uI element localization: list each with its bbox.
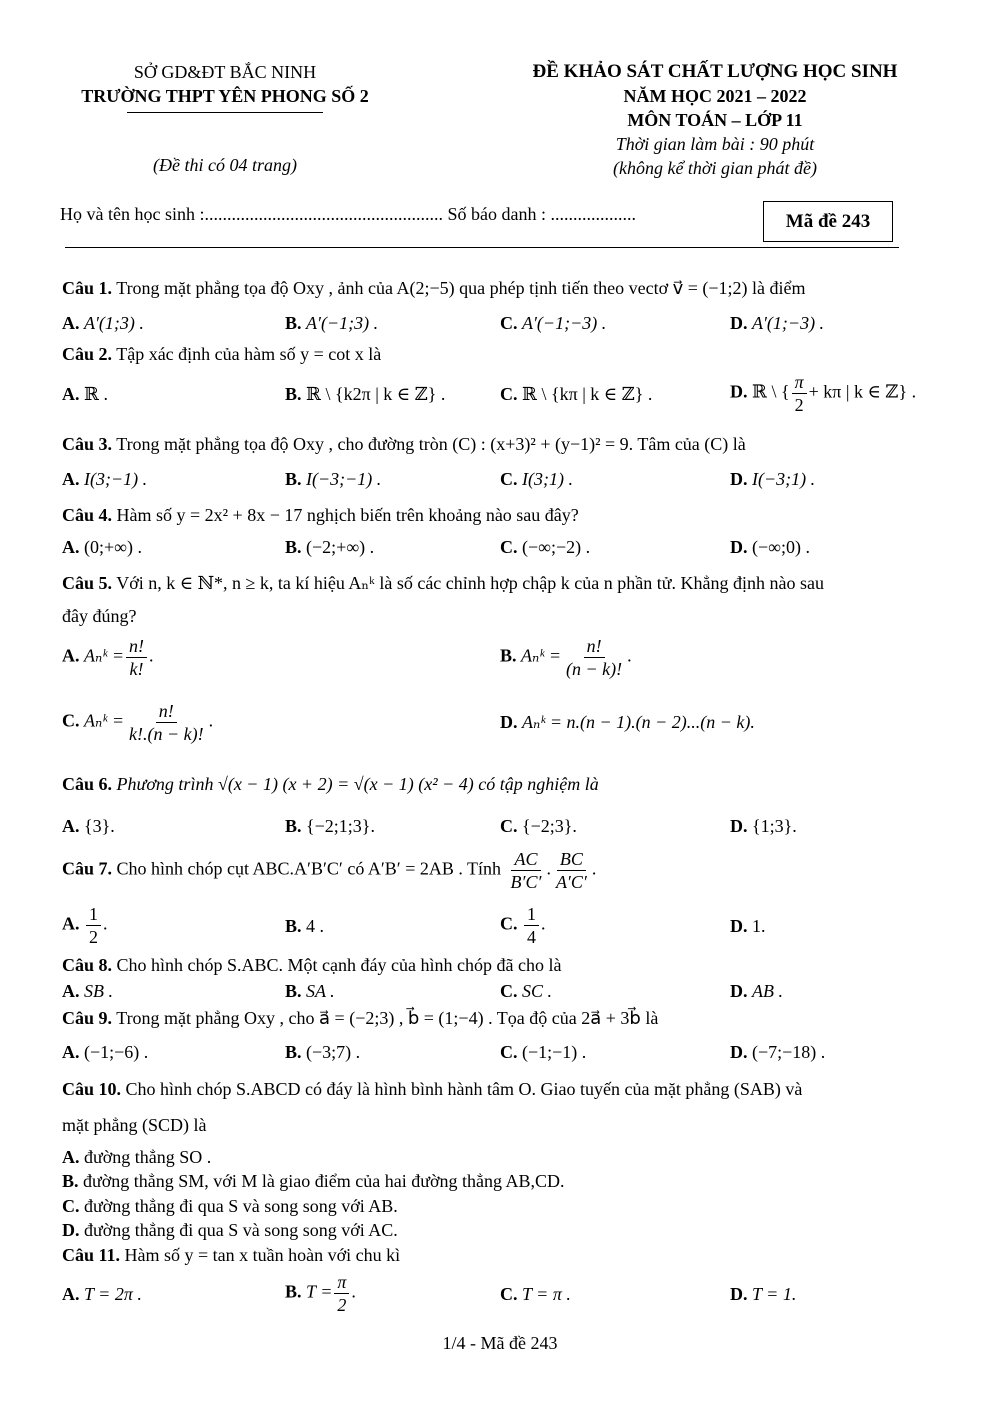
- q1-option-c: C. A′(−1;−3) .: [500, 313, 607, 333]
- q5-option-b: B. Aₙᵏ = $\frac{n!}{(n - k)!}$ .: [500, 636, 632, 679]
- department-name: SỞ GD&ĐT BẮC NINH: [133, 62, 317, 82]
- q4-option-b: B. (−2;+∞) .: [285, 537, 375, 557]
- q6-option-a: A. {3}.: [62, 816, 115, 836]
- question-label: Câu 1.: [62, 278, 113, 298]
- q9-option-a: A. (−1;−6) .: [62, 1042, 149, 1062]
- school-year: NĂM HỌC 2021 – 2022: [623, 86, 807, 106]
- q6-option-d: D. {1;3}.: [730, 816, 797, 836]
- q4-option-d: D. (−∞;0) .: [730, 537, 810, 557]
- q8-option-b: B. SA .: [285, 981, 335, 1001]
- q7-option-d: D. 1.: [730, 916, 766, 936]
- q7-option-b: B. 4 .: [285, 916, 325, 936]
- header-left: [60, 60, 390, 177]
- q3-option-c: C. I(3;1) .: [500, 469, 573, 489]
- question-text: Trong mặt phẳng tọa độ Oxy , ảnh của A(2;−5) qua phép tịnh tiến theo vectơ v⃗ = (−1;2) là điểm: [116, 278, 806, 298]
- q4-option-c: C. (−∞;−2) .: [500, 537, 591, 557]
- q9-option-b: B. (−3;7) .: [285, 1042, 361, 1062]
- exam-code-box: Mã đề 243: [763, 201, 893, 242]
- q4-option-a: A. (0;+∞) .: [62, 537, 142, 557]
- question-6: Câu 6. Phương trình √(x − 1) (x + 2) = √(x − 1) (x² − 4) có tập nghiệm là: [62, 774, 599, 794]
- q11-option-c: C. T = π .: [500, 1284, 571, 1304]
- question-1: [62, 278, 806, 299]
- q3-option-a: A. I(3;−1) .: [62, 469, 148, 489]
- q2-option-a: A. ℝ .: [62, 384, 108, 404]
- q6-option-b: B. {−2;1;3}.: [285, 816, 375, 836]
- q2-option-d: D. ℝ \ { $\frac{\pi}{2}$ + kπ | k ∈ ℤ} .: [730, 372, 917, 415]
- q1-option-a: A. A′(1;3) .: [62, 313, 144, 333]
- q2-option-b: B. ℝ \ {k2π | k ∈ ℤ} .: [285, 384, 446, 404]
- q10-option-c: C. đường thẳng đi qua S và song song với AB.: [62, 1196, 398, 1216]
- question-5: Câu 5. Với n, k ∈ ℕ*, n ≥ k, ta kí hiệu Aₙᵏ là số các chỉnh hợp chập k của n phần tử. Khẳng định nào sau: [62, 573, 824, 593]
- school-name: TRƯỜNG THPT YÊN PHONG SỐ 2: [81, 86, 369, 106]
- q11-option-b: B. T = $\frac{\pi}{2}$ .: [285, 1272, 356, 1315]
- q6-option-c: C. {−2;3}.: [500, 816, 577, 836]
- exam-title: ĐỀ KHẢO SÁT CHẤT LƯỢNG HỌC SINH: [532, 61, 898, 82]
- q1-option-b: B. A′(−1;3) .: [285, 313, 379, 333]
- header-divider: [127, 112, 323, 113]
- q11-option-d: D. T = 1.: [730, 1284, 797, 1304]
- q8-option-a: A. SB .: [62, 981, 113, 1001]
- question-5-cont: đây đúng?: [62, 606, 137, 626]
- q11-option-a: A. T = 2π .: [62, 1284, 142, 1304]
- question-11: Câu 11. Hàm số y = tan x tuần hoàn với chu kì: [62, 1245, 401, 1265]
- q7-option-c: C. $\frac{1}{4}$ .: [500, 904, 546, 947]
- question-10: Câu 10. Cho hình chóp S.ABCD có đáy là hình bình hành tâm O. Giao tuyến của mặt phẳng (SAB) và: [62, 1079, 803, 1099]
- q5-option-d: D. Aₙᵏ = n.(n − 1).(n − 2)...(n − k).: [500, 712, 755, 732]
- q9-option-c: C. (−1;−1) .: [500, 1042, 587, 1062]
- q3-option-b: B. I(−3;−1) .: [285, 469, 382, 489]
- question-3: Câu 3. Trong mặt phẳng tọa độ Oxy , cho đường tròn (C) : (x+3)² + (y−1)² = 9. Tâm của (C) là: [62, 434, 746, 454]
- q9-option-d: D. (−7;−18) .: [730, 1042, 826, 1062]
- q7-option-a: A. $\frac{1}{2}$ .: [62, 904, 108, 947]
- q5-option-a: A. Aₙᵏ = $\frac{n!}{k!}$ .: [62, 636, 154, 679]
- question-10-cont: mặt phẳng (SCD) là: [62, 1115, 207, 1135]
- q2-option-c: C. ℝ \ {kπ | k ∈ ℤ} .: [500, 384, 653, 404]
- pages-note: (Đề thi có 04 trang): [153, 155, 297, 175]
- student-info-line: Họ và tên học sinh :..................................................... Số báo danh : ...................: [60, 204, 636, 224]
- subject: MÔN TOÁN – LỚP 11: [627, 110, 803, 130]
- q8-option-c: C. SC .: [500, 981, 553, 1001]
- question-9: Câu 9. Trong mặt phẳng Oxy , cho a⃗ = (−2;3) , b⃗ = (1;−4) . Tọa độ của 2a⃗ + 3b⃗ là: [62, 1008, 659, 1028]
- q10-option-b: B. đường thẳng SM, với M là giao điểm của hai đường thẳng AB,CD.: [62, 1171, 565, 1191]
- header-right: [480, 60, 950, 180]
- exam-time-note: (không kể thời gian phát đề): [612, 158, 818, 178]
- exam-time: Thời gian làm bài : 90 phút: [615, 134, 815, 154]
- q10-option-d: D. đường thẳng đi qua S và song song với AC.: [62, 1220, 398, 1240]
- question-7: Câu 7. Cho hình chóp cụt ABC.A′B′C′ có A′B′ = 2AB . Tính $\frac{AC}{B'C'}$ . $\frac{BC}{A'C'}$ .: [62, 849, 597, 892]
- q10-option-a: A. đường thẳng SO .: [62, 1147, 212, 1167]
- question-2: Câu 2. Tập xác định của hàm số y = cot x là: [62, 344, 382, 364]
- header-rule: [65, 247, 899, 248]
- q1-option-d: D. A′(1;−3) .: [730, 313, 825, 333]
- q8-option-d: D. AB .: [730, 981, 783, 1001]
- q5-option-c: C. Aₙᵏ = $\frac{n!}{k!.(n - k)!}$ .: [62, 701, 214, 744]
- q3-option-d: D. I(−3;1) .: [730, 469, 816, 489]
- question-8: Câu 8. Cho hình chóp S.ABC. Một cạnh đáy của hình chóp đã cho là: [62, 955, 562, 975]
- page-footer: 1/4 - Mã đề 243: [442, 1333, 558, 1353]
- question-4: Câu 4. Hàm số y = 2x² + 8x − 17 nghịch biến trên khoảng nào sau đây?: [62, 505, 579, 525]
